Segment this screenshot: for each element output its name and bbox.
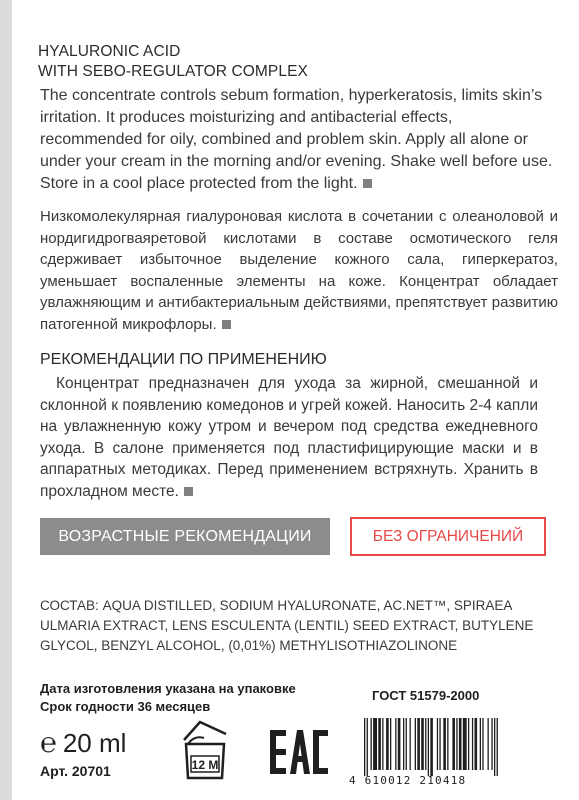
barcode-bar bbox=[395, 718, 396, 770]
manufacture-date-note: Дата изготовления указана на упаковке bbox=[40, 681, 296, 696]
barcode-bar bbox=[386, 718, 389, 770]
barcode-bar bbox=[475, 718, 478, 770]
barcode-bar bbox=[437, 718, 438, 770]
left-border-strip bbox=[0, 0, 12, 800]
gost-standard: ГОСТ 51579-2000 bbox=[372, 688, 480, 703]
age-recommendations-label: ВОЗРАСТНЫЕ РЕКОМЕНДАЦИИ bbox=[40, 518, 330, 555]
article-number: Арт. 20701 bbox=[40, 763, 111, 779]
barcode-bar bbox=[497, 718, 498, 776]
barcode-bar bbox=[463, 718, 467, 770]
barcode-bar bbox=[482, 718, 483, 770]
barcode-bar bbox=[373, 718, 377, 770]
barcode-bar bbox=[468, 718, 469, 770]
barcode-bar bbox=[480, 718, 481, 770]
description-ru-text: Низкомолекулярная гиалуроновая кислота в сочетании с олеаноловой и нордигидрогваяретовой кислотами в составе осмотического геля сдерживает избыточное выделение кожного сала, гиперкератоз, уменьшает воспаленные элементы на коже. Концентрат обладает увлажняющим и антибактериальным действиями, препятствует развитию патогенной микрофлоры. bbox=[40, 208, 558, 333]
barcode-digits: 4 610012 210418 bbox=[349, 774, 467, 787]
barcode-bar bbox=[410, 718, 411, 770]
pao-months: 12 M bbox=[191, 758, 219, 772]
barcode-bar bbox=[378, 718, 381, 770]
barcode-bar bbox=[439, 718, 440, 770]
barcode-bar bbox=[452, 718, 455, 770]
barcode-bar bbox=[367, 718, 368, 776]
barcode-bar bbox=[456, 718, 457, 770]
barcode-bar bbox=[443, 718, 446, 770]
usage-instructions bbox=[40, 373, 538, 502]
shelf-life-note: Срок годности 36 месяцев bbox=[40, 699, 211, 714]
estimated-sign-icon: ℮ bbox=[40, 727, 57, 758]
volume-value: 20 ml bbox=[62, 728, 127, 758]
barcode-bar bbox=[459, 718, 462, 770]
barcode-bar bbox=[364, 718, 365, 776]
title-line-1: HYALURONIC ACID bbox=[38, 43, 181, 60]
barcode-bar bbox=[371, 718, 372, 770]
barcode-bar bbox=[447, 718, 448, 770]
period-after-opening-icon bbox=[178, 718, 232, 780]
barcode-bar bbox=[425, 718, 426, 770]
volume bbox=[40, 728, 126, 758]
eac-mark-icon bbox=[270, 730, 328, 774]
barcode-bar bbox=[390, 718, 391, 770]
barcode-bar bbox=[428, 718, 429, 776]
description-en-text: The concentrate controls sebum formation, hyperkeratosis, limits skin’s irritation. It produces moisturizing and antibacterial effects, recommended for oily, combined and problem skin. Apply all alone or under your cream in the morning and/or evening. Shake well before use. Store in a cool place protected from the light. bbox=[40, 87, 553, 192]
barcode-bar bbox=[491, 718, 492, 770]
barcode-bar bbox=[417, 718, 420, 770]
barcode bbox=[362, 718, 552, 778]
composition-text: AQUA DISTILLED, SODIUM HYALURONATE, AC.NET™, SPIRAEA ULMARIA EXTRACT, LENS ESCULENTA (LENTIL) SEED EXTRACT, BUTYLENE GLYCOL, BENZYL ALCOHOL, (0,01%) METHYLISOTHIAZOLINONE bbox=[40, 598, 534, 653]
composition bbox=[40, 596, 558, 656]
barcode-bar bbox=[382, 718, 383, 770]
barcode-bar bbox=[403, 718, 404, 770]
composition-label: СОСТАВ: bbox=[40, 598, 99, 613]
end-square-icon bbox=[222, 320, 231, 329]
title-line-2: WITH SEBO-REGULATOR COMPLEX bbox=[38, 63, 308, 80]
product-title bbox=[38, 42, 558, 82]
barcode-bar bbox=[398, 718, 401, 770]
barcode-bar bbox=[415, 718, 416, 770]
barcode-bar bbox=[406, 718, 407, 770]
description-en bbox=[40, 85, 558, 195]
age-recommendations-value: БЕЗ ОГРАНИЧЕНИЙ bbox=[350, 517, 546, 556]
usage-heading: РЕКОМЕНДАЦИИ ПО ПРИМЕНЕНИЮ bbox=[40, 351, 327, 368]
barcode-bar bbox=[421, 718, 424, 770]
barcode-bar bbox=[494, 718, 495, 776]
end-square-icon bbox=[363, 179, 372, 188]
barcode-bar bbox=[488, 718, 489, 770]
end-square-icon bbox=[184, 487, 193, 496]
barcode-bar bbox=[430, 718, 433, 776]
description-ru bbox=[40, 206, 558, 335]
usage-instructions-text: Концентрат предназначен для ухода за жирной, смешанной и склонной к появлению комедонов и угрей кожей. Наносить 2-4 капли на увлажненную кожу утром и вечером под средства ежедневного ухода. В салоне применяется под пластифицирующие маски и в аппаратных методиках. Перед применением встряхнуть. Хранить в прохладном месте. bbox=[40, 375, 538, 500]
barcode-bar bbox=[472, 718, 473, 770]
